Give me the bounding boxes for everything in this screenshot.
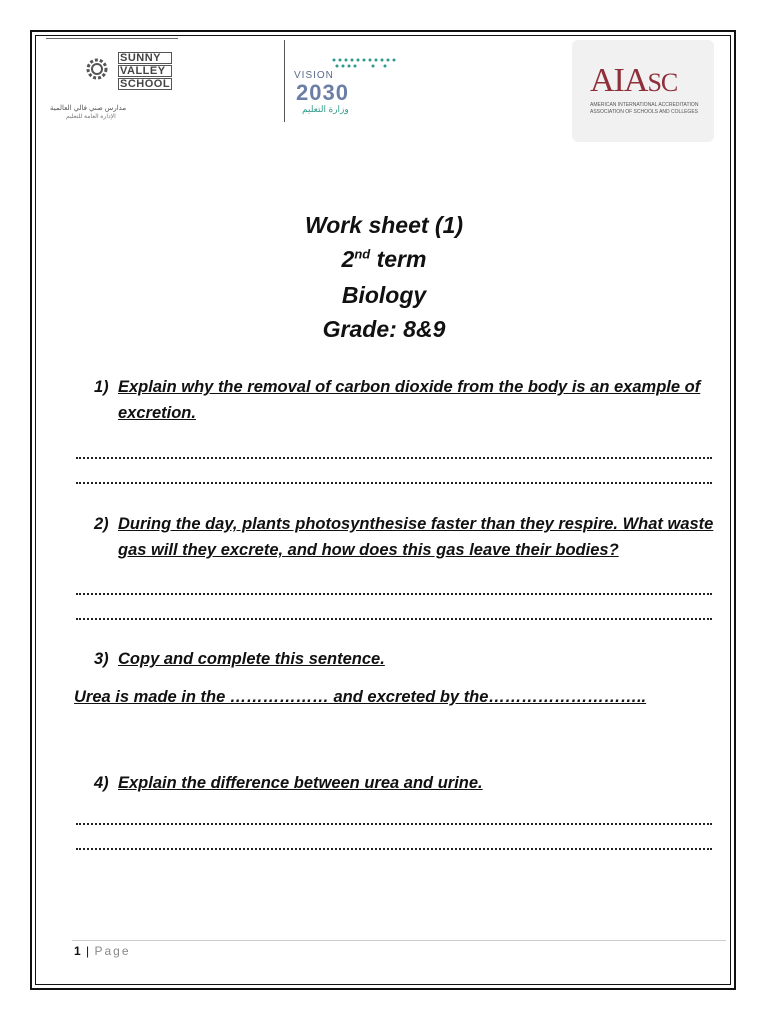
footer-separator: | <box>86 944 90 958</box>
aiasc-suffix: SC <box>647 68 678 97</box>
gear-icon <box>82 54 112 84</box>
footer-rule <box>72 940 726 941</box>
question-text: Copy and complete this sentence. <box>118 650 385 668</box>
page-word: Page <box>94 944 131 958</box>
subject-title: Biology <box>341 282 427 308</box>
answer-line[interactable] <box>76 823 712 825</box>
page-number: 1 <box>74 944 81 958</box>
aiasc-subtitle-1: AMERICAN INTERNATIONAL ACCREDITATION <box>590 102 699 108</box>
question-4 <box>94 770 722 796</box>
vision-2030-logo <box>294 52 414 124</box>
question-text: Explain the difference between urea and urine. <box>118 774 483 792</box>
vision-label: VISION <box>294 70 334 81</box>
question-1 <box>94 374 722 426</box>
question-text: Explain why the removal of carbon dioxide from the body is an example of excretion. <box>118 378 701 422</box>
answer-line[interactable] <box>76 593 712 595</box>
aiasc-subtitle-2: ASSOCIATION OF SCHOOLS AND COLLEGES <box>590 109 698 115</box>
school-arabic-sub: الإدارة العامة للتعليم <box>66 114 116 120</box>
answer-line[interactable] <box>76 618 712 620</box>
aiasc-wordmark <box>590 62 677 100</box>
answer-line[interactable] <box>76 457 712 459</box>
sunny-valley-logo <box>46 38 178 122</box>
logo-separator <box>284 40 285 122</box>
ministry-arabic: وزارة التعليم <box>302 104 349 114</box>
answer-line[interactable] <box>76 848 712 850</box>
question-2 <box>94 511 722 563</box>
answer-line[interactable] <box>76 482 712 484</box>
term-suffix: nd <box>354 246 371 262</box>
school-arabic-name: مدارس صني فالي العالمية <box>50 105 127 112</box>
term-word: term <box>370 246 427 272</box>
logo-rule <box>46 38 178 39</box>
aiasc-logo <box>572 40 714 142</box>
logo-line-1: SUNNY <box>118 52 172 64</box>
aiasc-main: AIA <box>590 62 648 99</box>
logo-line-3: SCHOOL <box>120 78 171 90</box>
worksheet-title: Work sheet (1) <box>304 212 464 238</box>
term-number: 2 <box>341 246 355 272</box>
sunny-valley-wordmark <box>118 52 172 91</box>
question-3 <box>94 646 722 672</box>
vision-dots-icon <box>330 56 402 70</box>
logo-line-2: VALLEY <box>118 65 172 77</box>
page-footer <box>74 944 131 958</box>
question-number: 3) <box>94 650 109 668</box>
term-line <box>0 246 768 273</box>
vision-year: 2030 <box>296 80 349 105</box>
question-number: 1) <box>94 378 109 396</box>
grade-title: Grade: 8&9 <box>322 316 446 342</box>
fill-in-sentence[interactable]: Urea is made in the ……………… and excreted by the……………………….. <box>74 688 647 706</box>
question-number: 2) <box>94 515 109 533</box>
page-border-inner <box>35 35 731 985</box>
question-text: During the day, plants photosynthesise faster than they respire. What waste gas will they excrete, and how does this gas leave their bodies? <box>118 515 714 559</box>
question-number: 4) <box>94 774 109 792</box>
